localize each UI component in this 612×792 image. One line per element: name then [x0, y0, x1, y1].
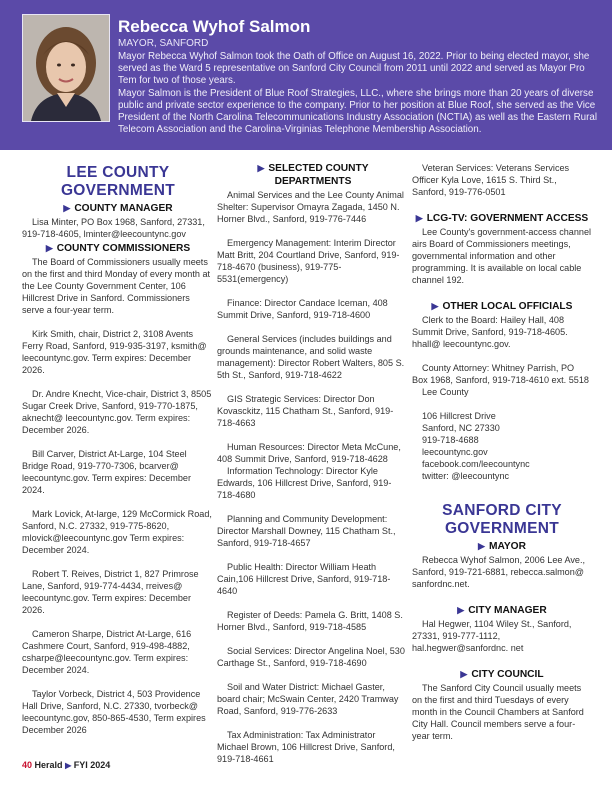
triangle-icon: ▶: [478, 541, 485, 551]
commissioner-entry: Taylor Vorbeck, District 4, 503 Providence Hall Drive, Sanford, N.C. 27330, tvorbeck@ leecountync.gov, 850-865-4530, Term expires December 2026: [22, 689, 206, 735]
officials-column: [412, 158, 592, 742]
page-number: 40: [22, 760, 33, 770]
commissioners-intro: The Board of Commissioners usually meets on the first and third Monday of every month at the Lee County Government Center, 106 Hillcrest Drive in Sanford. Commissioners serve a four-year term.: [22, 257, 211, 315]
heading-line: GOVERNMENT: [444, 520, 560, 537]
department-entry: Human Resources: Director Meta McCune, 408 Summit Drive, Sanford, 919-718-4628: [217, 442, 401, 464]
address-line: 919-718-4688: [422, 435, 479, 445]
department-entry: Animal Services and the Lee County Animal Shelter: Supervisor Omayra Zagada, 1450 N. Horner Blvd., Sanford, 919-776-7446: [217, 190, 404, 224]
lee-county-column: [22, 158, 214, 736]
commissioner-entry: Robert T. Reives, District 1, 827 Primrose Lane, Sanford, 919-774-4434, rreives@ leecountync.gov. Term expires: December 2026.: [22, 569, 199, 615]
address-line: twitter: @leecountync: [422, 471, 510, 481]
department-entry: Soil and Water District: Michael Gaster, board chair; McSwain Center, 2420 Tramway Road, Sanford, 919-776-2633: [217, 682, 399, 716]
department-entry: Public Health: Director William Heath Cain,106 Hillcrest Drive, Sanford, 919-718-4640: [217, 562, 391, 596]
triangle-icon: ▶: [63, 203, 71, 213]
lcg-tv-entry: Lee County's government-access channel airs Board of Commissioners meetings, governmental information and other programming. It is available on local cable channel 192.: [412, 227, 592, 285]
county-commissioners-heading: [22, 242, 214, 255]
subheading-label: COUNTY COMMISSIONERS: [56, 243, 191, 254]
veterans-entry: Veteran Services: Veterans Services Officer Kyla Love, 1615 S. Third St., Sanford, 919-776-0501: [412, 163, 570, 197]
city-council-heading: [412, 668, 592, 681]
lcg-tv-heading: [412, 212, 592, 225]
publication-name: Herald: [34, 760, 63, 770]
subheading-label: DEPARTMENTS: [274, 176, 352, 187]
subheading-label: OTHER LOCAL OFFICIALS: [442, 301, 573, 312]
attorney-entry: County Attorney: Whitney Parrish, PO Box 1968, Sanford, 919-718-4610 ext. 5518: [412, 363, 589, 385]
clerk-entry: Clerk to the Board: Hailey Hall, 408 Summit Drive, Sanford, 919-718-4605. hhall@ leecountync.gov.: [412, 315, 568, 349]
mayor-entry: Rebecca Wyhof Salmon, 2006 Lee Ave., Sanford, 919-721-6881, rebecca.salmon@ sanfordnc.net.: [412, 555, 586, 589]
commissioner-entry: Kirk Smith, chair, District 2, 3108 Avents Ferry Road, Sanford, 919-935-3197, ksmith@ leecountync.gov. Term expires: December 2026.: [22, 329, 207, 375]
triangle-icon: ▶: [65, 761, 72, 770]
heading-line: GOVERNMENT: [60, 182, 176, 199]
page-footer: [22, 760, 110, 770]
address-line: 106 Hillcrest Drive: [422, 411, 496, 421]
address-line: facebook.com/leecountync: [422, 459, 530, 469]
department-entry: Planning and Community Development: Director Marshall Downey, 115 Chatham St., Sanford, 919-718-4657: [217, 514, 396, 548]
selected-departments-heading: [217, 162, 409, 188]
address-line: leecountync.gov: [422, 447, 488, 457]
department-entry: Information Technology: Director Kyle Edwards, 106 Hillcrest Drive, Sanford, 919-718-4680: [217, 466, 392, 500]
city-manager-entry: Hal Hegwer, 1104 Wiley St., Sanford, 27331, 919-777-1112, hal.hegwer@sanfordnc. net: [412, 619, 572, 653]
subheading-label: LCG-TV: GOVERNMENT ACCESS: [426, 213, 589, 224]
triangle-icon: ▶: [457, 605, 465, 615]
bio-paragraph: Mayor Rebecca Wyhof Salmon took the Oath of Office on August 16, 2022. Prior to being elected mayor, she served as the Ward 5 representative on Sanford City Council from 2011 until 2022 and served as Mayor Pro Tem for two of those years.: [118, 51, 590, 87]
department-entry: Finance: Director Candace Iceman, 408 Summit Drive, Sanford, 919-718-4600: [217, 298, 388, 320]
subheading-label: CITY COUNCIL: [471, 669, 544, 680]
department-entry: Register of Deeds: Pamela G. Britt, 1408 S. Horner Blvd., Sanford, 919-718-4585: [217, 610, 403, 632]
profile-banner: [0, 0, 612, 150]
commissioner-entry: Bill Carver, District At-Large, 104 Steel Bridge Road, 919-770-7306, bcarver@ leecountync.gov. Term expires: December 2024.: [22, 449, 191, 495]
mayor-name: Rebecca Wyhof Salmon: [118, 17, 311, 36]
bio-paragraph: Mayor Salmon is the President of Blue Roof Strategies, LLC., where she brings more than 20 years of diverse public and private sector experience to the company. Prior to her position at Blue Roof, she served as the Vice President of the North Carolina Telecommunications Industry Association (NCTIA) as well as the Eastern Rural Telecom Association and the Carolina-Virginias Telephone Membership Association.: [118, 87, 597, 136]
triangle-icon: ▶: [431, 301, 439, 311]
mayor-bio: [118, 51, 598, 136]
lee-county-heading: [22, 164, 214, 200]
department-entry: Social Services: Director Angelina Noel, 530 Carthage St., Sanford, 919-718-4690: [217, 646, 405, 668]
mayor-heading: [412, 540, 592, 553]
subheading-label: CITY MANAGER: [468, 605, 547, 616]
subheading-label: COUNTY MANAGER: [74, 203, 173, 214]
heading-line: SANFORD CITY: [442, 502, 562, 519]
triangle-icon: ▶: [415, 213, 423, 223]
heading-line: LEE COUNTY: [66, 164, 170, 181]
address-line: Lee County: [422, 387, 469, 397]
subheading-label: MAYOR: [488, 541, 526, 552]
triangle-icon: ▶: [45, 243, 53, 253]
triangle-icon: ▶: [460, 669, 468, 679]
department-entry: General Services (includes buildings and grounds maintenance, and solid waste management): Director Robert Walters, 805 S. 5th St., Sanford, 919-718-4622: [217, 334, 405, 380]
department-entry: GIS Strategic Services: Director Don Kovasckitz, 115 Chatham St., Sanford, 919-718-4663: [217, 394, 394, 428]
mayor-title: MAYOR, SANFORD: [118, 38, 209, 49]
address-line: [412, 398, 592, 410]
county-manager-entry: Lisa Minter, PO Box 1968, Sanford, 27331, 919-718-4605, lminter@leecountync.gov: [22, 217, 205, 239]
city-manager-heading: [412, 604, 592, 617]
address-line: Sanford, NC 27330: [422, 423, 500, 433]
triangle-icon: ▶: [257, 163, 265, 173]
county-departments-column: [217, 158, 409, 765]
mayor-portrait: [22, 14, 110, 122]
department-entry: Tax Administration: Tax Administrator Michael Brown, 106 Hillcrest Drive, Sanford, 919-718-4661: [217, 730, 395, 764]
other-officials-heading: [412, 300, 592, 313]
county-manager-heading: [22, 202, 214, 215]
commissioner-entry: Dr. Andre Knecht, Vice-chair, District 3, 8505 Sugar Creek Drive, Sanford, 919-770-1875, aknecht@ leecountync.gov. Term expires: December 2026.: [22, 389, 212, 435]
sanford-city-heading: [412, 502, 592, 538]
city-council-entry: The Sanford City Council usually meets on the first and third Tuesdays of every month in the Council Chambers at Sanford City Hall. Council members serve a four-year term.: [412, 683, 584, 741]
commissioner-entry: Mark Lovick, At-large, 129 McCormick Road, Sanford, N.C. 27332, 919-775-8620, mlovick@leecountync.gov Term expires: December 2024.: [22, 509, 212, 555]
issue-name: FYI 2024: [73, 760, 111, 770]
commissioner-entry: Cameron Sharpe, District At-Large, 616 Cashmere Court, Sanford, 919-498-4882, csharpe@leecountync.gov. Term expires: December 2024.: [22, 629, 192, 675]
department-entry: Emergency Management: Interim Director Matt Britt, 204 Courtland Drive, Sanford, 919-718-4670 (business), 919-775-5531(emergency): [217, 238, 400, 284]
subheading-label: SELECTED COUNTY: [268, 163, 369, 174]
